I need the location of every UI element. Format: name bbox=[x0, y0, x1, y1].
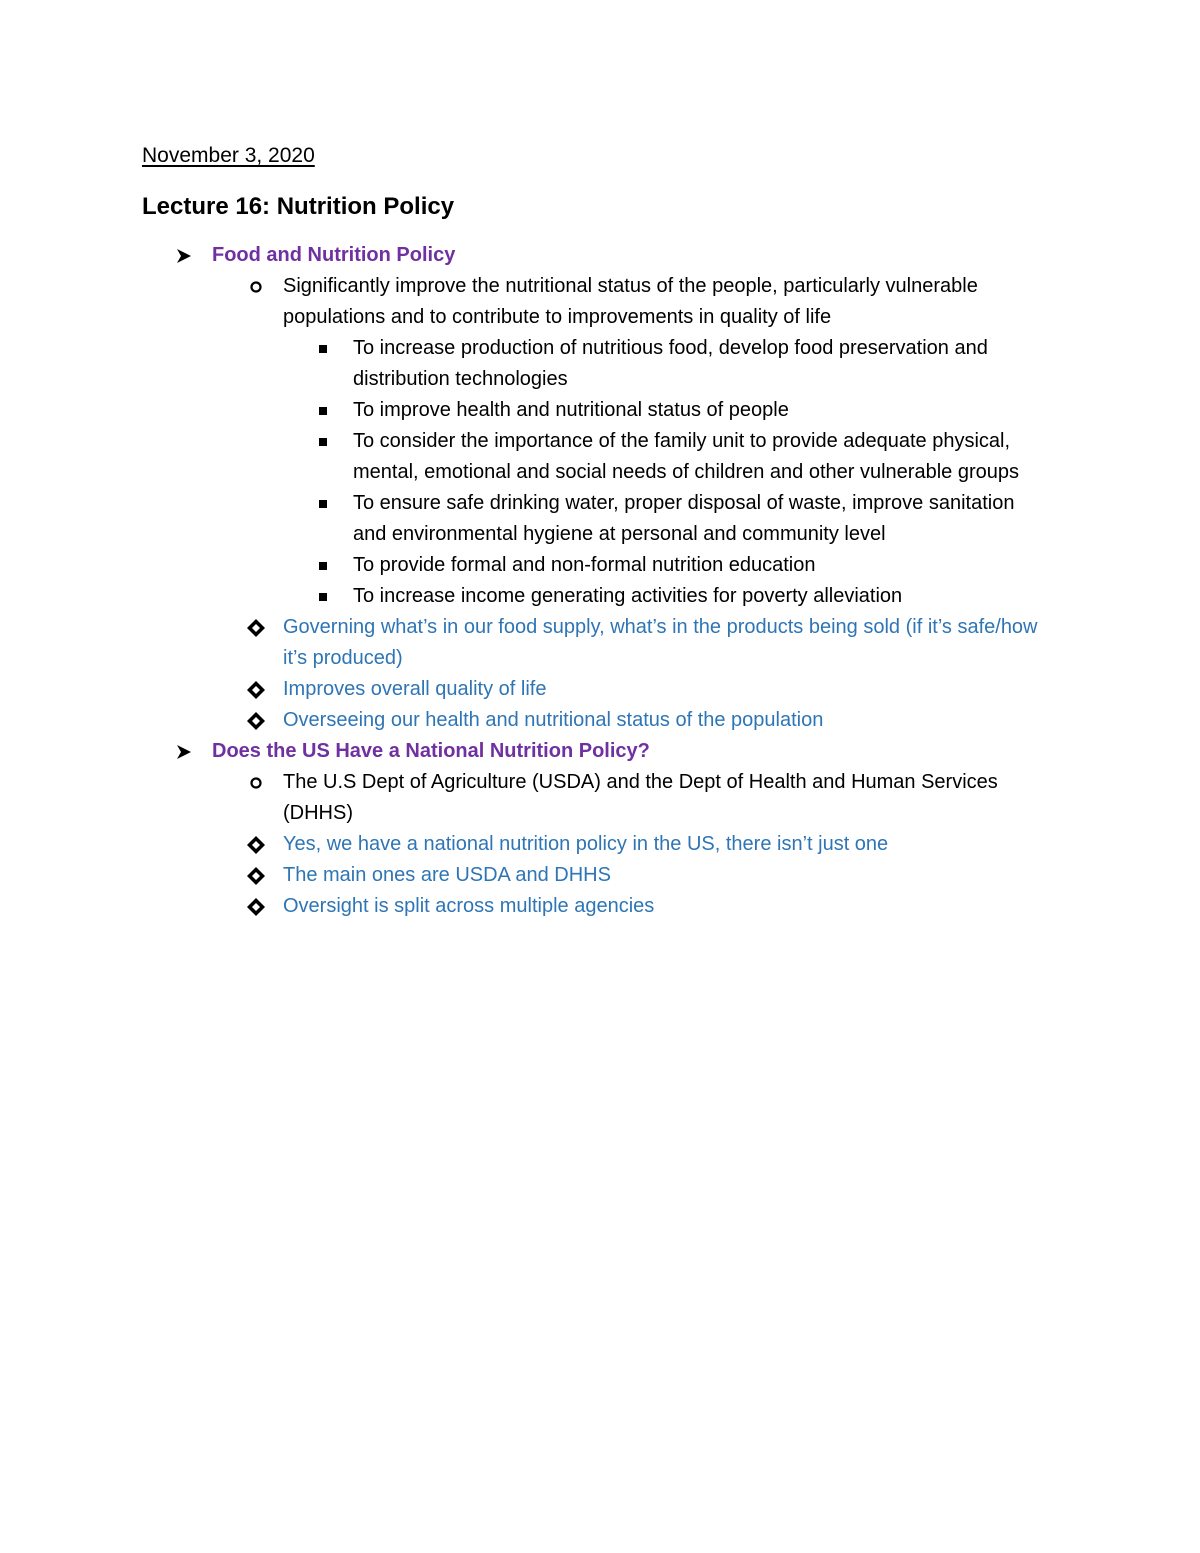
square-bullet-icon bbox=[315, 550, 331, 581]
note-item bbox=[0, 829, 1053, 860]
objective-text: To provide formal and non-formal nutrition education bbox=[353, 554, 816, 576]
objective-item bbox=[0, 333, 1053, 395]
objective-text: To ensure safe drinking water, proper disposal of waste, improve sanitation and environmental hygiene at personal and community level bbox=[353, 492, 1015, 545]
diamond-bullet-icon bbox=[244, 891, 268, 922]
lecture-outline bbox=[0, 240, 1200, 922]
hollow-circle-bullet-icon bbox=[244, 271, 268, 302]
note-text: Oversight is split across multiple agencies bbox=[283, 895, 655, 917]
square-bullet-icon bbox=[315, 333, 331, 364]
diamond-bullet-icon bbox=[244, 860, 268, 891]
section-heading-row bbox=[0, 736, 1052, 767]
note-text: Governing what’s in our food supply, what’s in the products being sold (if it’s safe/how it’s produced) bbox=[283, 616, 1038, 669]
square-bullet-icon bbox=[315, 395, 331, 426]
diamond-bullet-icon bbox=[244, 674, 268, 705]
note-item bbox=[0, 612, 1053, 674]
note-text: Yes, we have a national nutrition policy in the US, there isn’t just one bbox=[283, 833, 889, 855]
subpoint-text: Significantly improve the nutritional status of the people, particularly vulnerable populations and to contribute to improvements in quality of life bbox=[283, 275, 978, 328]
subpoint-row bbox=[0, 767, 1053, 829]
section-food-and-nutrition-policy bbox=[0, 240, 1200, 736]
objective-text: To increase production of nutritious food, develop food preservation and distribution technologies bbox=[353, 337, 988, 390]
diamond-bullet-icon bbox=[244, 612, 268, 643]
objective-item bbox=[0, 550, 1053, 581]
objective-text: To consider the importance of the family unit to provide adequate physical, mental, emotional and social needs of children and other vulnerable groups bbox=[353, 430, 1019, 483]
square-bullet-icon bbox=[315, 581, 331, 612]
lecture-date: November 3, 2020 bbox=[142, 144, 315, 167]
note-text: Overseeing our health and nutritional status of the population bbox=[283, 709, 824, 731]
square-bullet-icon bbox=[315, 426, 331, 457]
hollow-circle-bullet-icon bbox=[244, 767, 268, 798]
section-heading: Does the US Have a National Nutrition Policy? bbox=[212, 740, 650, 762]
arrowhead-bullet-icon bbox=[172, 240, 196, 271]
section-heading-row bbox=[0, 240, 1052, 271]
objective-item bbox=[0, 395, 1053, 426]
objective-text: To improve health and nutritional status of people bbox=[353, 399, 789, 421]
objective-text: To increase income generating activities for poverty alleviation bbox=[353, 585, 903, 607]
diamond-bullet-icon bbox=[244, 705, 268, 736]
subpoint-text: The U.S Dept of Agriculture (USDA) and the Dept of Health and Human Services (DHHS) bbox=[283, 771, 998, 824]
note-text: Improves overall quality of life bbox=[283, 678, 547, 700]
lecture-title: Lecture 16: Nutrition Policy bbox=[142, 193, 455, 220]
note-item bbox=[0, 674, 1053, 705]
objective-item bbox=[0, 581, 1053, 612]
arrowhead-bullet-icon bbox=[172, 736, 196, 767]
note-item bbox=[0, 860, 1053, 891]
note-text: The main ones are USDA and DHHS bbox=[283, 864, 611, 886]
note-item bbox=[0, 891, 1053, 922]
note-item bbox=[0, 705, 1053, 736]
section-us-national-nutrition-policy bbox=[0, 736, 1200, 922]
diamond-bullet-icon bbox=[244, 829, 268, 860]
subpoint-row bbox=[0, 271, 1053, 333]
objective-item bbox=[0, 426, 1053, 488]
square-bullet-icon bbox=[315, 488, 331, 519]
objective-item bbox=[0, 488, 1053, 550]
section-heading: Food and Nutrition Policy bbox=[212, 244, 456, 266]
